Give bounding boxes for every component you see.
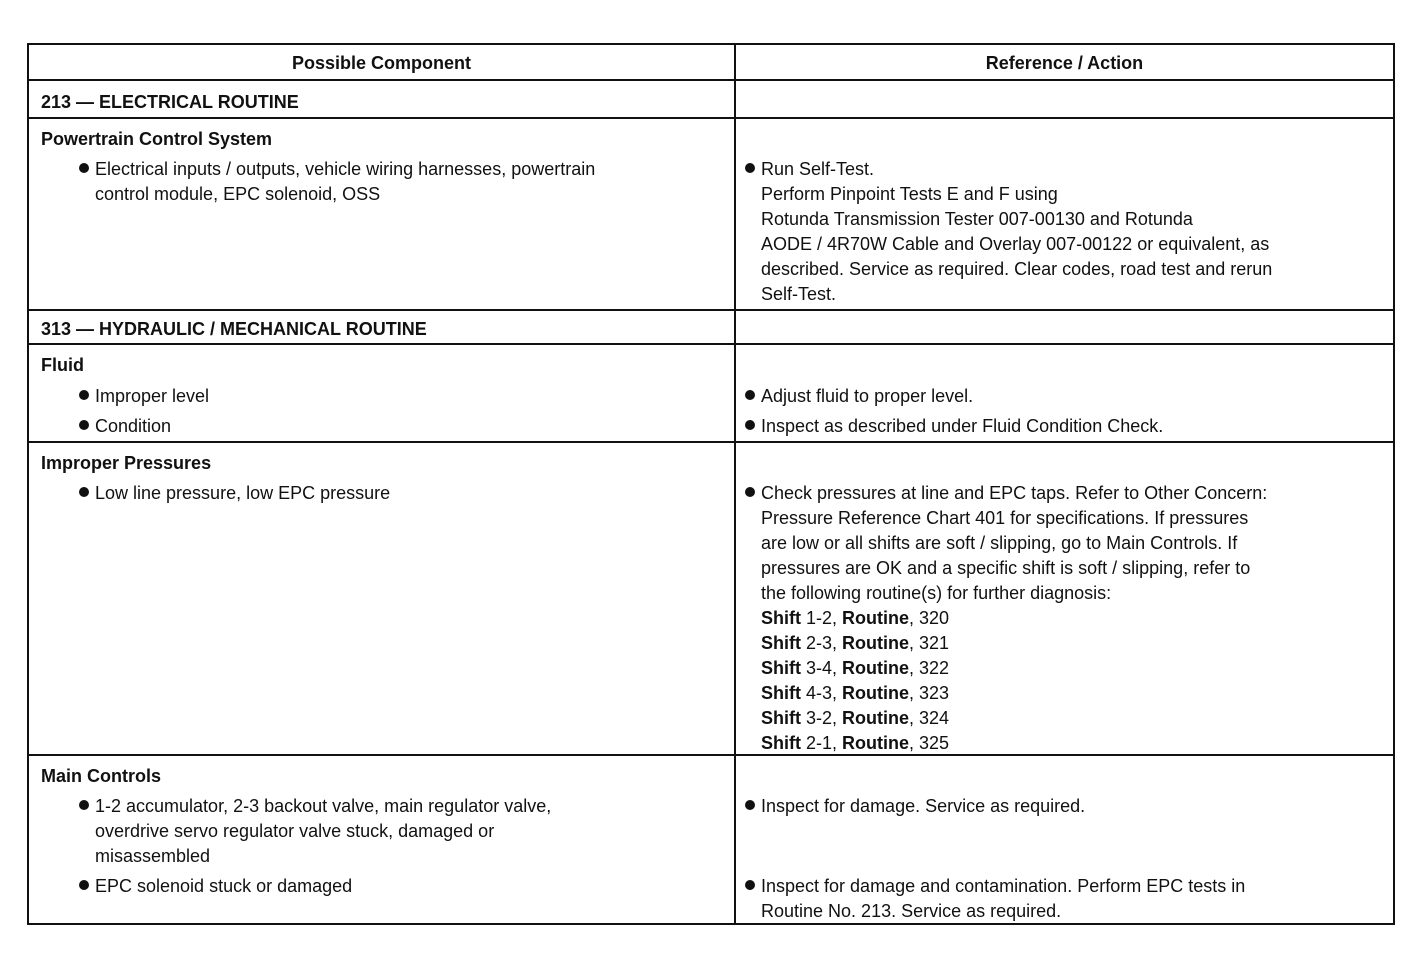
main-controls-action-epc: Inspect for damage and contamination. Perform EPC tests in Routine No. 213. Service as required. [745, 874, 1245, 924]
bullet-icon [79, 420, 89, 430]
bullet-icon [745, 800, 755, 810]
section-213-title: 213 — ELECTRICAL ROUTINE [41, 92, 299, 112]
row-divider [29, 441, 1393, 443]
bullet-icon [745, 487, 755, 497]
bullet-icon [79, 163, 89, 173]
main-controls-group-title: Main Controls [41, 766, 161, 786]
powertrain-group-title: Powertrain Control System [41, 129, 273, 149]
routine-line: Shift 3-4, Routine, 322 [761, 658, 950, 678]
main-controls-action-valves: Inspect for damage. Service as required. [745, 794, 1085, 819]
main-controls-item-valves: 1-2 accumulator, 2-3 backout valve, main regulator valve, overdrive servo regulator valve stuck, damaged or misassembled [79, 794, 551, 869]
routine-line: Shift 2-1, Routine, 325 [761, 733, 950, 753]
bullet-icon [79, 487, 89, 497]
routine-line: Shift 4-3, Routine, 323 [761, 683, 950, 703]
fluid-action-condition: Inspect as described under Fluid Condition Check. [745, 414, 1163, 439]
routine-line: Shift 2-3, Routine, 321 [761, 633, 950, 653]
routine-line: Shift 1-2, Routine, 320 [761, 608, 950, 628]
bullet-icon [745, 880, 755, 890]
bullet-icon [745, 163, 755, 173]
routine-line: Shift 3-2, Routine, 324 [761, 708, 950, 728]
bullet-icon [79, 390, 89, 400]
row-divider [29, 343, 1393, 345]
powertrain-item: Electrical inputs / outputs, vehicle wiring harnesses, powertrain control module, EPC solenoid, OSS [79, 157, 595, 207]
bullet-icon [745, 420, 755, 430]
fluid-item-condition: Condition [79, 414, 171, 439]
diagnostic-table [27, 43, 1395, 925]
bullet-icon [79, 880, 89, 890]
fluid-item-level: Improper level [79, 384, 209, 409]
main-controls-item-epc: EPC solenoid stuck or damaged [79, 874, 352, 899]
bullet-icon [745, 390, 755, 400]
fluid-group-title: Fluid [41, 355, 84, 375]
section-313-title: 313 — HYDRAULIC / MECHANICAL ROUTINE [41, 319, 427, 339]
pressures-item: Low line pressure, low EPC pressure [79, 481, 390, 506]
row-divider [29, 79, 1393, 81]
column-divider [734, 45, 736, 923]
pressures-action: Check pressures at line and EPC taps. Refer to Other Concern: Pressure Reference Chart 401 for specifications. If pressures are low or all shifts are soft / slipping, go to Main Controls. If pressures are OK and a specific shift is soft / slipping, refer to the following routine(s) for further diagnosis: Shift 1-2, Routine, 320 Shift 2-3, Routine, 321 Shift 3-4, Routine, 322 Shift 4-3, Routine, 323 Shift 3-2, Routine, 324 Shift 2-1, Routine, 325 [745, 481, 1267, 756]
row-divider [29, 117, 1393, 119]
fluid-action-level: Adjust fluid to proper level. [745, 384, 973, 409]
bullet-icon [79, 800, 89, 810]
header-reference-action: Reference / Action [985, 53, 1144, 73]
header-possible-component: Possible Component [291, 53, 471, 73]
row-divider [29, 309, 1393, 311]
pressures-group-title: Improper Pressures [41, 453, 212, 473]
powertrain-action: Run Self-Test. Perform Pinpoint Tests E and F using Rotunda Transmission Tester 007-00130 and Rotunda AODE / 4R70W Cable and Overlay 007-00122 or equivalent, as described. Service as required. Clear codes, road test and rerun Self-Test. [745, 157, 1272, 307]
